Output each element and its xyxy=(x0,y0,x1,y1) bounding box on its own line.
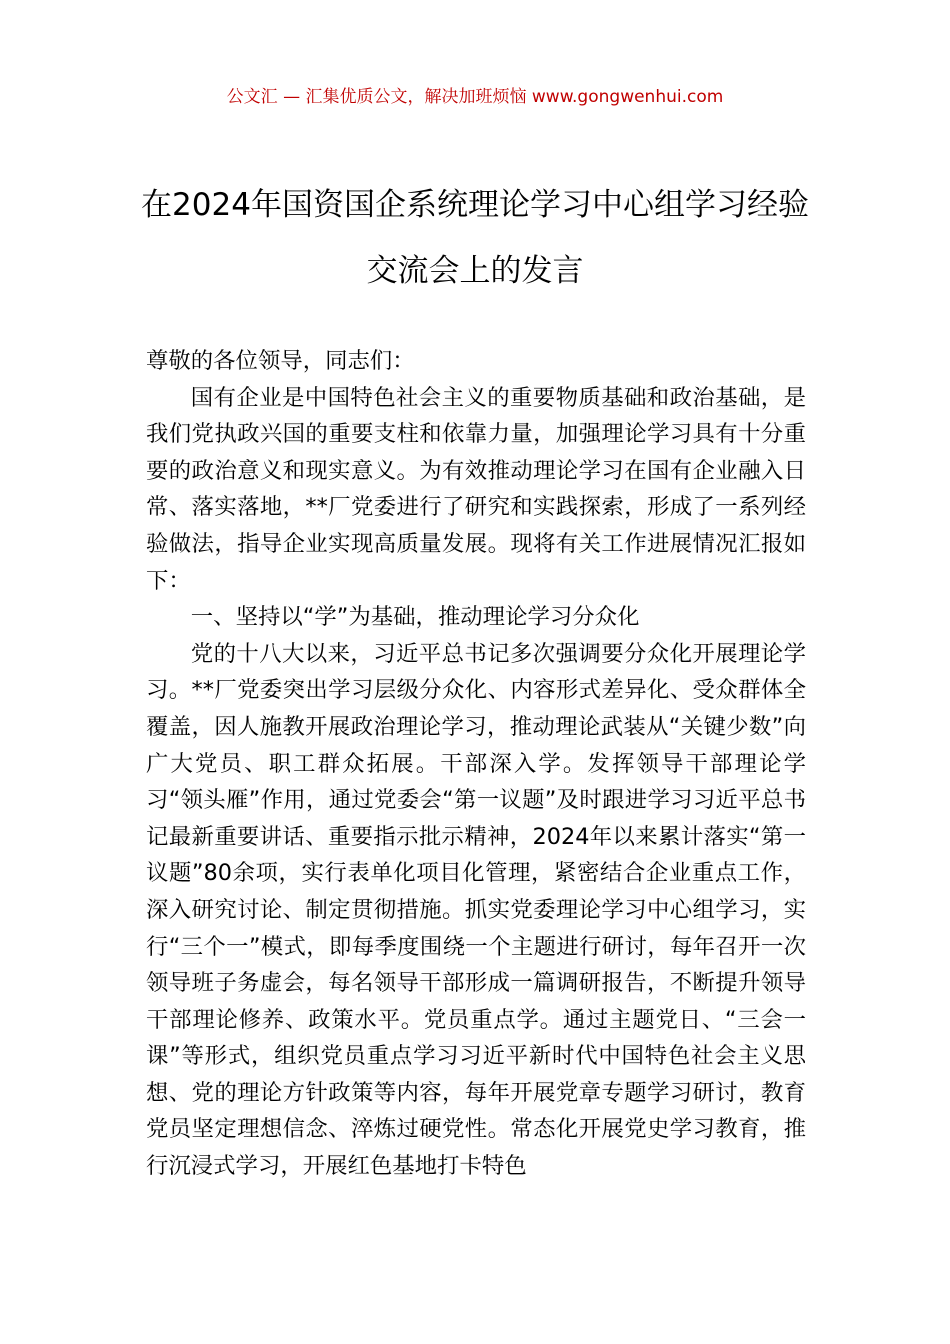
salutation: 尊敬的各位领导，同志们： xyxy=(146,348,415,374)
paragraph-section-1: 党的十八大以来，习近平总书记多次强调要分众化开展理论学习。**厂党委突出学习层级分众化、内容形式差异化、受众群体全覆盖，因人施教开展政治理论学习，推动理论武装从“关键少数”向广大党员、职工群众拓展。干部深入学。发挥领导干部理论学习“领头雁”作用，通过党委会“第一议题”及时跟进学习习近平总书记最新重要讲话、重要指示批示精神，2024年以来累计落实“第一议题”80余项，实行表单化项目化管理，紧密结合企业重点工作，深入研究讨论、制定贯彻措施。抓实党委理论学习中心组学习，实行“三个一”模式，即每季度围绕一个主题进行研讨，每年召开一次领导班子务虚会，每名领导干部形成一篇调研报告，不断提升领导干部理论修养、政策水平。党员重点学。通过主题党日、“三会一课”等形式，组织党员重点学习习近平新时代中国特色社会主义思想、党的理论方针政策等内容，每年开展党章专题学习研讨，教育党员坚定理想信念、淬炼过硬党性。常态化开展党史学习教育，推行沉浸式学习，开展红色基地打卡特色 xyxy=(146,640,806,1180)
section-heading-1: 一、坚持以“学”为基础，推动理论学习分众化 xyxy=(190,604,640,631)
document-body xyxy=(146,343,806,1185)
document-title: 在2024年国资国企系统理论学习中心组学习经验交流会上的发言 xyxy=(141,187,809,289)
header-banner: 公文汇 — 汇集优质公文，解决加班烦恼 www.gongwenhui.com xyxy=(226,87,724,107)
paragraph-intro: 国有企业是中国特色社会主义的重要物质基础和政治基础，是我们党执政兴国的重要支柱和依靠力量，加强理论学习具有十分重要的政治意义和现实意义。为有效推动理论学习在国有企业融入日常、落实落地，**厂党委进行了研究和实践探索，形成了一系列经验做法，指导企业实现高质量发展。现将有关工作进展情况汇报如下： xyxy=(146,384,806,594)
